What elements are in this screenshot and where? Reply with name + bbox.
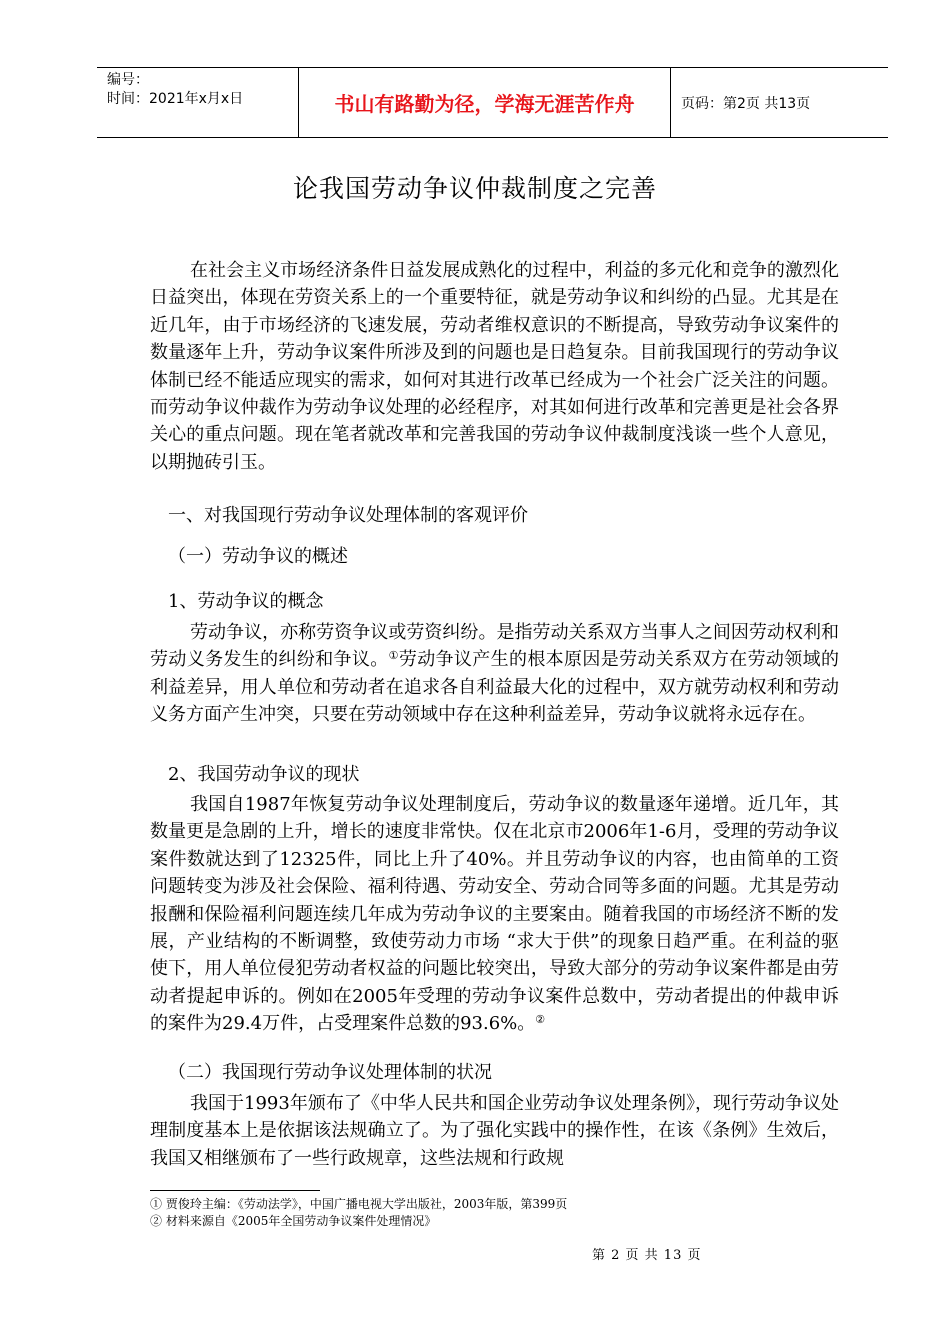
number-label: 编号： bbox=[107, 72, 149, 88]
subsection-heading-1: （一）劳动争议的概述 bbox=[168, 546, 348, 567]
paragraph-concept bbox=[150, 619, 839, 729]
paragraph-status-text: 我国自1987年恢复劳动争议处理制度后，劳动争议的数量逐年递增。近几年，其数量更是急剧的上升，增长的速度非常快。仅在北京市2006年1-6月，受理的劳动争议案件数就达到了12325件，同比上升了40%。并且劳动争议的内容，也由简单的工资问题转变为涉及社会保险、福利待遇、劳动安全、劳动合同等多面的问题。尤其是劳动报酬和保险福利问题连续几年成为劳动争议的主要案由。随着我国的市场经济不断的发展，产业结构的不断调整，致使劳动力市场 “求大于供”的现象日趋严重。在利益的驱使下，用人单位侵犯劳动者权益的问题比较突出，导致大部分的劳动争议案件都是由劳动者提起申诉的。例如在2005年受理的劳动争议案件总数中，劳动者提出的仲裁申诉的案件为29.4万件，占受理案件总数的93.6%。 bbox=[150, 794, 839, 1035]
document-header bbox=[97, 67, 888, 138]
document-title: 论我国劳动争议仲裁制度之完善 bbox=[292, 174, 657, 203]
item-heading-2: 2、我国劳动争议的现状 bbox=[168, 764, 360, 785]
page-footer: 第 2 页 共 13 页 bbox=[592, 1248, 702, 1263]
footnote-divider bbox=[150, 1190, 320, 1191]
footnote-2: ② 材料来源自《2005年全国劳动争议案件处理情况》 bbox=[150, 1214, 437, 1228]
item-heading-1: 1、劳动争议的概念 bbox=[168, 591, 324, 612]
intro-paragraph: 在社会主义市场经济条件日益发展成熟化的过程中，利益的多元化和竞争的激烈化日益突出，体现在劳资关系上的一个重要特征，就是劳动争议和纠纷的凸显。尤其是在近几年，由于市场经济的飞速发展，劳动者维权意识的不断提高，导致劳动争议案件的数量逐年上升，劳动争议案件所涉及到的问题也是日趋复杂。目前我国现行的劳动争议体制已经不能适应现实的需求，如何对其进行改革已经成为一个社会广泛关注的问题。而劳动争议仲裁作为劳动争议处理的必经程序，对其如何进行改革和完善更是社会各界关心的重点问题。现在笔者就改革和完善我国的劳动争议仲裁制度浅谈一些个人意见，以期抛砖引玉。 bbox=[150, 260, 839, 473]
paragraph-system: 我国于1993年颁布了《中华人民共和国企业劳动争议处理条例》，现行劳动争议处理制度基本上是依据该法规确立了。为了强化实践中的操作性，在该《条例》生效后，我国又相继颁布了一些行政规章，这些法规和行政规 bbox=[150, 1093, 839, 1169]
subsection-heading-2: （二）我国现行劳动争议处理体制的状况 bbox=[168, 1062, 492, 1083]
section-heading-1: 一、对我国现行劳动争议处理体制的客观评价 bbox=[168, 505, 528, 526]
time-label: 时间：2021年x月x日 bbox=[107, 91, 244, 107]
header-page-info: 页码：第2页 共13页 bbox=[681, 95, 811, 112]
footnote-ref-2[interactable]: ② bbox=[535, 1013, 546, 1027]
header-meta bbox=[97, 68, 299, 137]
paragraph-status bbox=[150, 791, 839, 1038]
footnote-ref-1[interactable]: ① bbox=[388, 649, 399, 663]
footnote-1: ① 贾俊玲主编：《劳动法学》，中国广播电视大学出版社，2003年版，第399页 bbox=[150, 1197, 568, 1211]
header-motto: 书山有路勤为径，学海无涯苦作舟 bbox=[299, 68, 671, 137]
paragraph-concept-part-a: 劳动争议，亦称劳资争议或劳资纠纷。是指劳动关系双方当事人之间因劳动权利和劳动义务发生的纠纷和争议。 bbox=[150, 622, 839, 671]
paragraph-concept-part-b: 劳动争议产生的根本原因是劳动关系双方在劳动领域的利益差异，用人单位和劳动者在追求各自利益最大化的过程中，双方就劳动权利和劳动义务方面产生冲突，只要在劳动领域中存在这种利益差异，劳动争议就将永远存在。 bbox=[150, 649, 840, 726]
